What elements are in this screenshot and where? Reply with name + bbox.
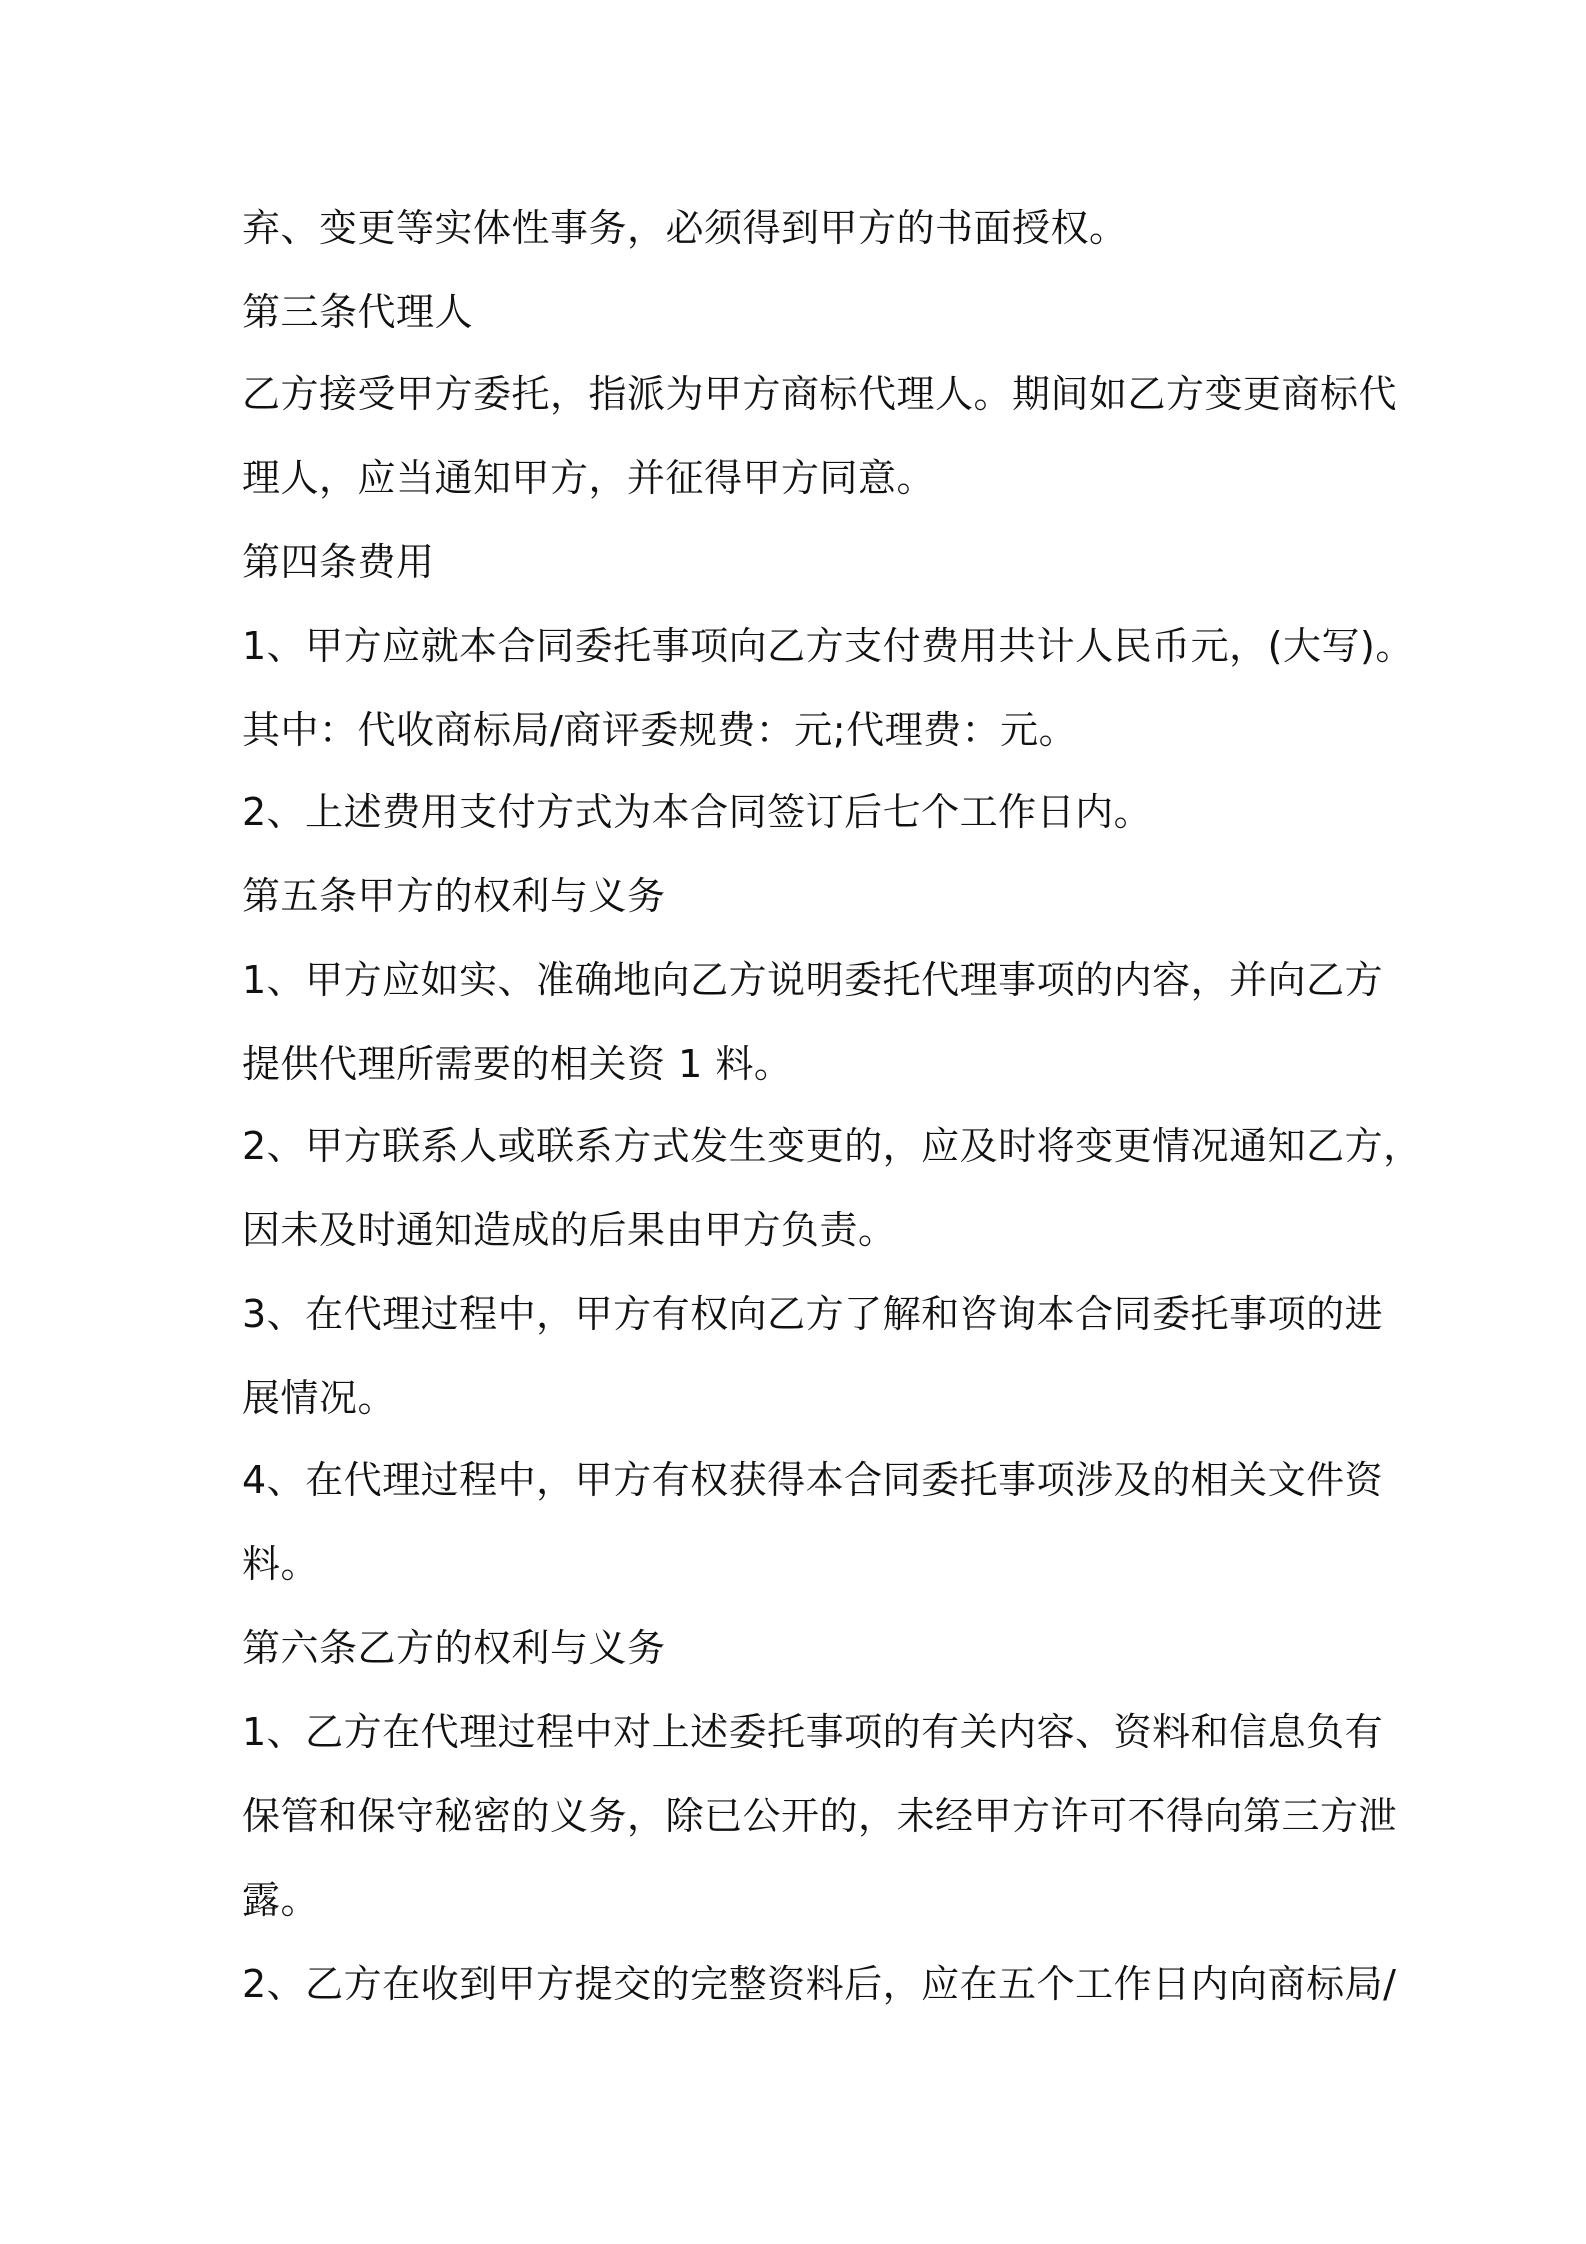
text-line-21: 露。 (242, 1878, 320, 1922)
text-line-3: 乙方接受甲方委托，指派为甲方商标代理人。期间如乙方变更商标代 (242, 372, 1398, 416)
text-line-13: 因未及时通知造成的后果由甲方负责。 (242, 1208, 897, 1252)
text-line-12: 2、甲方联系人或联系方式发生变更的，应及时将变更情况通知乙方， (242, 1124, 1422, 1168)
text-line-4: 理人，应当通知甲方，并征得甲方同意。 (242, 456, 936, 500)
text-line-14: 3、在代理过程中，甲方有权向乙方了解和咨询本合同委托事项的进 (242, 1292, 1384, 1336)
text-line-6: 1、甲方应就本合同委托事项向乙方支付费用共计人民币元，(大写)。 (242, 624, 1414, 668)
text-line-10: 1、甲方应如实、准确地向乙方说明委托代理事项的内容，并向乙方 (242, 958, 1384, 1002)
text-line-22: 2、乙方在收到甲方提交的完整资料后，应在五个工作日内向商标局/ (242, 1962, 1397, 2006)
text-line-19: 1、乙方在代理过程中对上述委托事项的有关内容、资料和信息负有 (242, 1710, 1384, 1754)
text-line-17: 料。 (242, 1542, 320, 1586)
section-heading-6: 第六条乙方的权利与义务 (242, 1626, 666, 1670)
text-line-1: 弃、变更等实体性事务，必须得到甲方的书面授权。 (242, 206, 1128, 250)
text-line-7: 其中：代收商标局/商评委规费：元;代理费：元。 (242, 708, 1078, 752)
section-heading-5: 第五条甲方的权利与义务 (242, 874, 666, 918)
section-heading-4: 第四条费用 (242, 540, 435, 584)
text-line-11: 提供代理所需要的相关资 1 料。 (242, 1042, 793, 1086)
text-line-8: 2、上述费用支付方式为本合同签订后七个工作日内。 (242, 790, 1153, 834)
text-line-16: 4、在代理过程中，甲方有权获得本合同委托事项涉及的相关文件资 (242, 1458, 1384, 1502)
text-line-15: 展情况。 (242, 1376, 397, 1420)
section-heading-3: 第三条代理人 (242, 290, 474, 334)
text-line-20: 保管和保守秘密的义务，除已公开的，未经甲方许可不得向第三方泄 (242, 1794, 1398, 1838)
